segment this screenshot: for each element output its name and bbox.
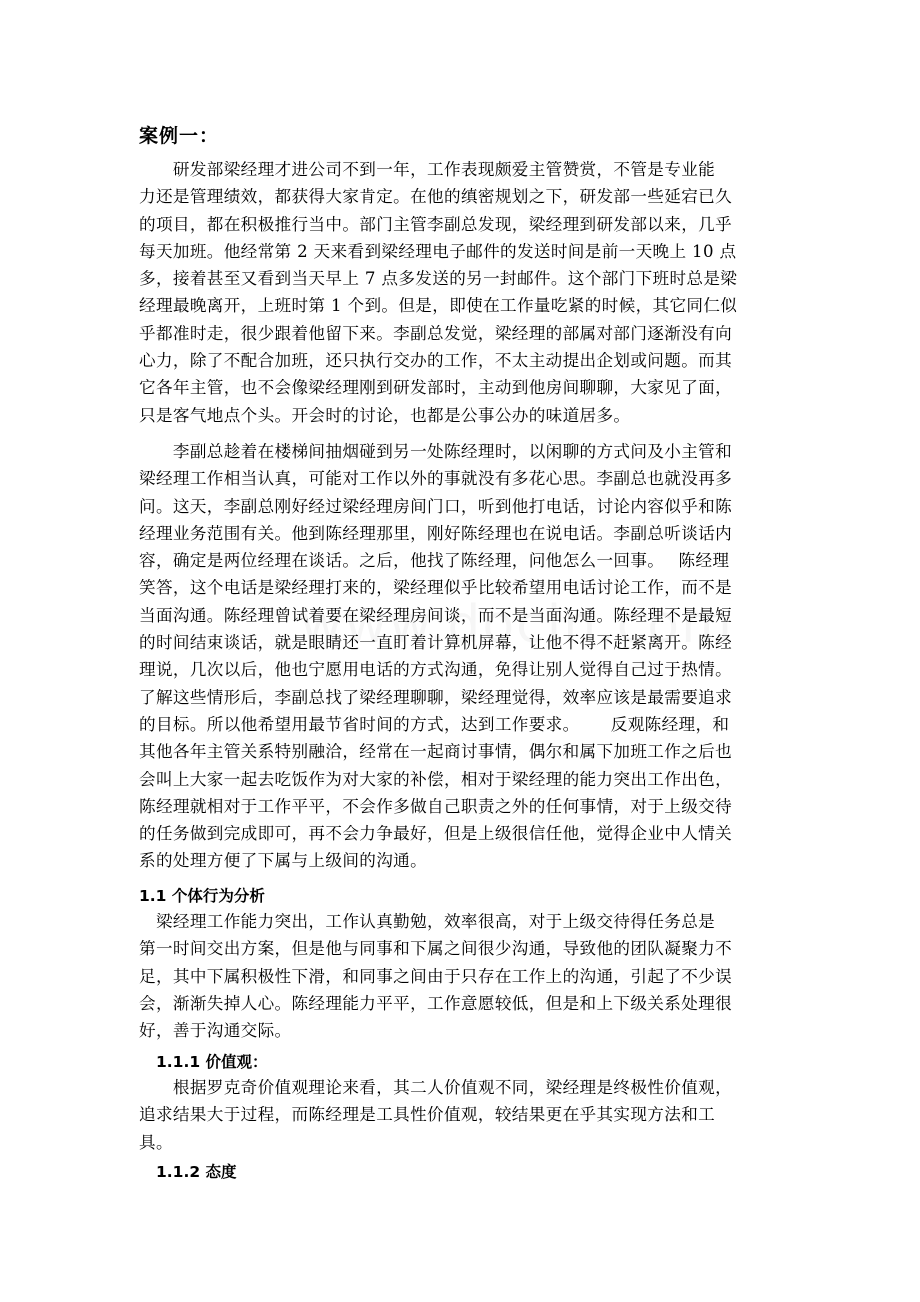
text-line: 足，其中下属积极性下滑，和同事之间由于只存在工作上的沟通，引起了不少误 (139, 966, 733, 986)
paragraph-2 (139, 438, 799, 875)
text-line: 乎都准时走，很少跟着他留下来。李副总发觉，梁经理的部属对部门逐渐没有向 (139, 323, 733, 343)
text-line: 多，接着甚至又看到当天早上 7 点多发送的另一封邮件。这个部门下班时总是梁 (139, 269, 738, 289)
text-line: 系的处理方便了下属与上级间的沟通。 (139, 851, 428, 871)
text-line: 李副总趁着在楼梯间抽烟碰到另一处陈经理时，以闲聊的方式问及小主管和 (139, 442, 733, 461)
paragraph-1 (139, 156, 799, 429)
text-line: 陈经理就相对于工作平平，不会作多做自己职责之外的任何事情，对于上级交待 (139, 796, 733, 816)
text-line: 会，渐渐失掉人心。陈经理能力平平，工作意愿较低，但是和上下级关系处理很 (139, 993, 733, 1013)
text-line: 它各年主管，也不会像梁经理刚到研发部时，主动到他房间聊聊，大家见了面， (139, 378, 733, 398)
text-line: 容，确定是两位经理在谈话。之后，他找了陈经理，问他怎么一回事。 陈经理 (139, 551, 730, 571)
text-line: 力还是管理绩效，都获得大家肯定。在他的缜密规划之下，研发部一些延宕已久 (139, 187, 733, 207)
section-heading-1-1-1: 1.1.1 价值观： (156, 1053, 268, 1071)
text-line: 问。这天，李副总刚好经过梁经理房间门口，听到他打电话，讨论内容似乎和陈 (139, 496, 733, 516)
paragraph-4 (139, 1074, 799, 1156)
text-line: 了解这些情形后，李副总找了梁经理聊聊，梁经理觉得，效率应该是最需要追求 (139, 687, 733, 707)
text-line: 梁经理工作相当认真，可能对工作以外的事就没有多花心思。李副总也就没再多 (139, 469, 733, 489)
text-line: 的目标。所以他希望用最节省时间的方式，达到工作要求。 反观陈经理，和 (139, 714, 730, 734)
text-line: 心力，除了不配合加班，还只执行交办的工作，不太主动提出企划或问题。而其 (139, 351, 733, 371)
text-line: 只是客气地点个头。开会时的讨论，也都是公事公办的味道居多。 (139, 405, 631, 425)
text-line: 其他各年主管关系特别融洽，经常在一起商讨事情，偶尔和属下加班工作之后也 (139, 742, 733, 762)
text-line: 第一时间交出方案，但是他与同事和下属之间很少沟通，导致他的团队凝聚力不 (139, 939, 733, 959)
text-line: 追求结果大于过程，而陈经理是工具性价值观，较结果更在乎其实现方法和工 (139, 1105, 716, 1125)
text-line: 的项目，都在积极推行当中。部门主管李副总发现，梁经理到研发部以来，几乎 (139, 214, 733, 234)
text-line: 的时间结束谈话，就是眼睛还一直盯着计算机屏幕，让他不得不赶紧离开。陈经 (139, 633, 733, 653)
text-line: 经理业务范围有关。他到陈经理那里，刚好陈经理也在说电话。李副总听谈话内 (139, 523, 733, 543)
section-heading-1-1: 1.1 个体行为分析 (139, 887, 265, 905)
text-line: 的任务做到完成即可，再不会力争最好，但是上级很信任他，觉得企业中人情关 (139, 824, 733, 844)
text-line: 会叫上大家一起去吃饭作为对大家的补偿，相对于梁经理的能力突出工作出色， (139, 769, 733, 789)
section-heading-1-1-2: 1.1.2 态度 (156, 1163, 237, 1181)
text-line: 研发部梁经理才进公司不到一年，工作表现颇爱主管赞赏，不管是专业能 (139, 160, 716, 179)
text-line: 好，善于沟通交际。 (139, 1021, 292, 1041)
text-line: 具。 (139, 1132, 173, 1152)
case-title: 案例一： (139, 125, 220, 147)
paragraph-3 (139, 908, 799, 1044)
text-line: 理说，几次以后，他也宁愿用电话的方式沟通，免得让别人觉得自己过于热情。 (139, 660, 733, 680)
text-line: 每天加班。他经常第 2 天来看到梁经理电子邮件的发送时间是前一天晚上 10 点 (139, 241, 737, 261)
text-line: 根据罗克奇价值观理论来看，其二人价值观不同，梁经理是终极性价值观， (139, 1078, 733, 1097)
text-line: 当面沟通。陈经理曾试着要在梁经理房间谈，而不是当面沟通。陈经理不是最短 (139, 605, 733, 625)
text-line: 经理最晚离开，上班时第 1 个到。但是，即使在工作量吃紧的时候，其它同仁似 (139, 296, 738, 316)
text-line: 笑答，这个电话是梁经理打来的，梁经理似乎比较希望用电话讨论工作，而不是 (139, 578, 733, 598)
text-line: 梁经理工作能力突出，工作认真勤勉，效率很高，对于上级交待得任务总是 (139, 912, 716, 931)
